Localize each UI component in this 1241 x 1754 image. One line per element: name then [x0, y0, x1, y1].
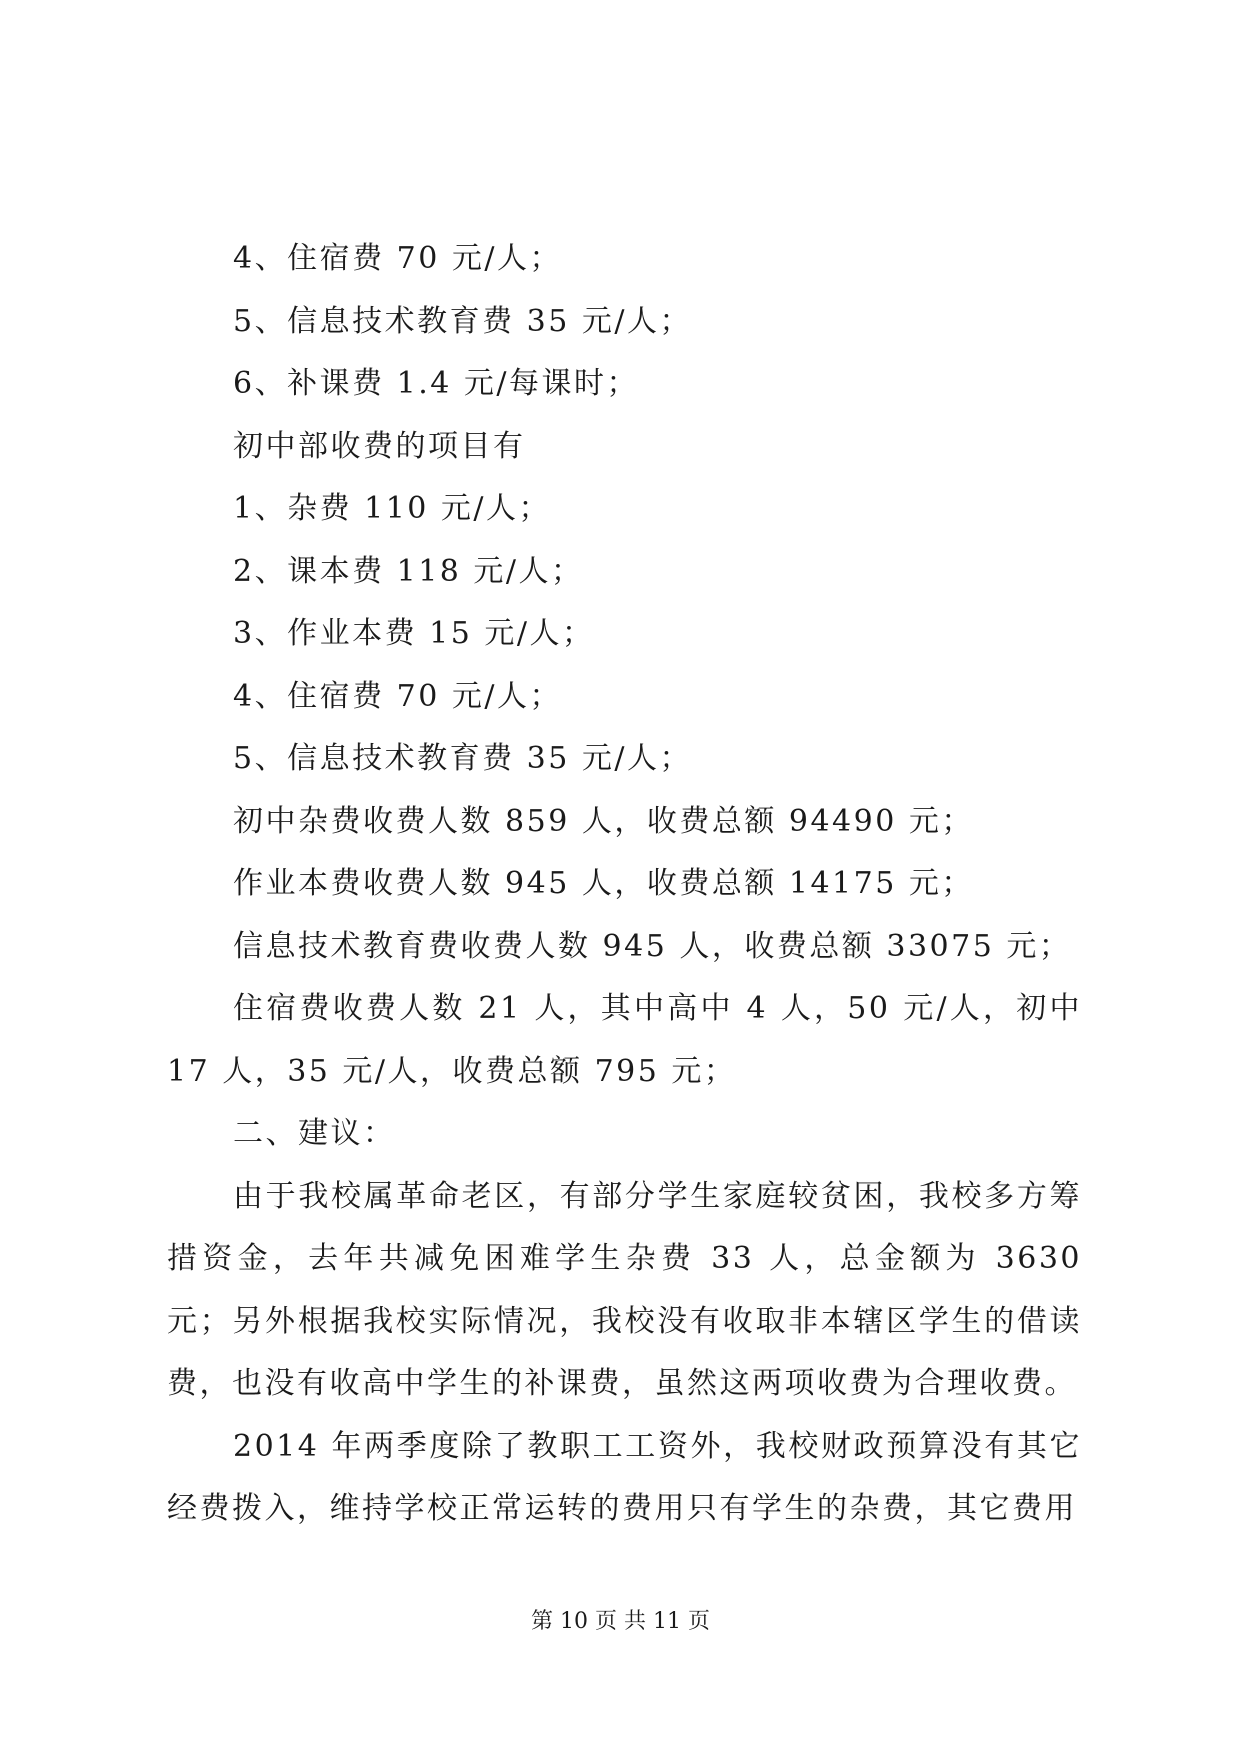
fee-item-workbook: 3、作业本费 15 元/人；: [233, 616, 595, 651]
document-body: [167, 228, 1082, 1541]
fee-item-accommodation-junior: 4、住宿费 70 元/人；: [233, 678, 562, 714]
fee-item-it-education-junior: 5、信息技术教育费 35 元/人；: [233, 741, 692, 776]
section-heading-junior-fees: 初中部收费的项目有: [233, 428, 526, 464]
fee-item-textbook: 2、课本费 118 元/人；: [233, 553, 584, 589]
fee-item-misc: 1、杂费 110 元/人；: [233, 491, 552, 526]
paragraph-poverty-relief: 由于我校属革命老区，有部分学生家庭较贫困，我校多方筹措资金，去年共减免困难学生杂费 33 人，总金额为 3630 元；另外根据我校实际情况，我校没有收取非本辖区学生的借读费，也没有收高中学生的补课费，虽然这两项收费为合理收费。: [167, 1178, 1082, 1401]
summary-it-fee: 信息技术教育费收费人数 945 人，收费总额 33075 元；: [233, 928, 1072, 964]
fee-item-accommodation-high: 4、住宿费 70 元/人；: [233, 241, 562, 276]
fee-item-tutoring: 6、补课费 1.4 元/每课时；: [233, 366, 639, 401]
paragraph-accommodation-summary: 住宿费收费人数 21 人，其中高中 4 人，50 元/人，初中 17 人，35 元/人，收费总额 795 元；: [167, 991, 1082, 1089]
paragraph-budget: 2014 年两季度除了教职工工资外，我校财政预算没有其它经费拨入，维持学校正常运转的费用只有学生的杂费，其它费用: [167, 1428, 1082, 1526]
summary-misc-fee: 初中杂费收费人数 859 人，收费总额 94490 元；: [233, 803, 974, 839]
section-heading-suggestion: 二、建议：: [233, 1116, 396, 1151]
fee-item-it-education-high: 5、信息技术教育费 35 元/人；: [233, 303, 692, 339]
summary-workbook-fee: 作业本费收费人数 945 人，收费总额 14175 元；: [233, 866, 974, 901]
page-number-footer: 第 10 页 共 11 页: [531, 1609, 710, 1634]
